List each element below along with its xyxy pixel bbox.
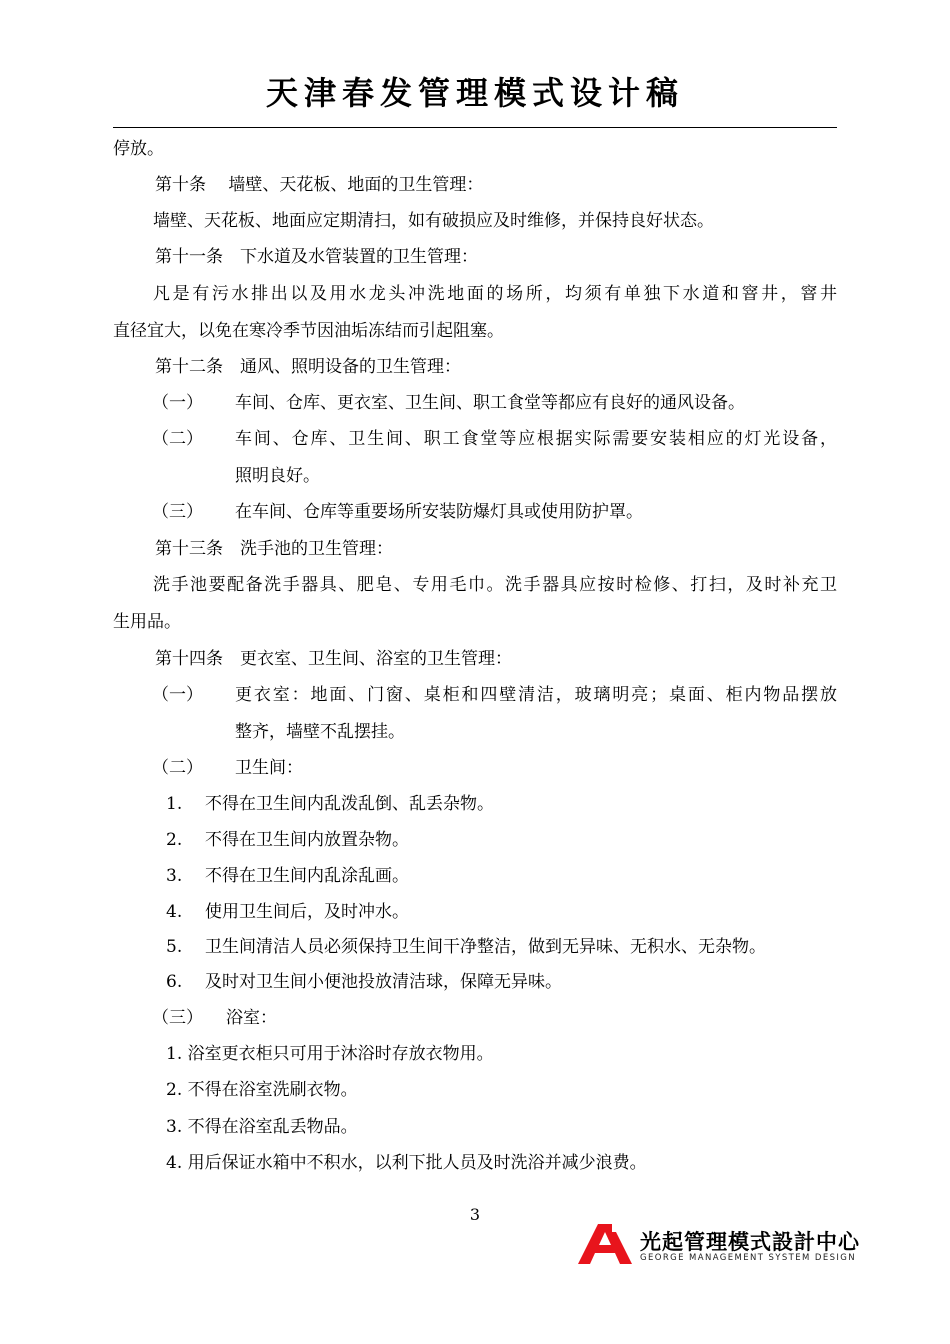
list-item: 使用卫生间后，及时冲水。 (205, 902, 409, 922)
list-number: 3. (166, 866, 183, 886)
item-marker: （一） (152, 393, 203, 413)
article-heading-14: 第十四条 更衣室、卫生间、浴室的卫生管理： (155, 649, 512, 669)
article-heading-11: 第十一条 下水道及水管装置的卫生管理： (155, 247, 478, 267)
list-number: 1. (166, 794, 183, 814)
page-number: 3 (469, 1205, 481, 1224)
article-heading-10: 第十条 墙壁、天花板、地面的卫生管理： (155, 175, 484, 195)
item-text: 在车间、仓库等重要场所安装防爆灯具或使用防护罩。 (235, 502, 643, 522)
item-text: 车间、仓库、更衣室、卫生间、职工食堂等都应有良好的通风设备。 (235, 393, 745, 413)
company-logo (576, 1222, 860, 1266)
article-heading-13: 第十三条 洗手池的卫生管理： (155, 539, 393, 559)
list-number: 5. (166, 937, 183, 957)
paragraph-line: 生用品。 (113, 612, 181, 632)
paragraph-line: 洗手池要配备洗手器具、肥皂、专用毛巾。洗手器具应按时检修、打扫，及时补充卫 (153, 575, 837, 595)
paragraph-line: 停放。 (113, 139, 164, 159)
header-rule (113, 127, 837, 128)
item-text: 浴室： (226, 1008, 277, 1028)
paragraph-line: 直径宜大，以免在寒冷季节因油垢冻结而引起阻塞。 (113, 321, 504, 341)
list-item: 不得在卫生间内乱涂乱画。 (205, 866, 409, 886)
list-number: 2. (166, 830, 183, 850)
item-marker: （二） (152, 429, 203, 449)
list-item: 4. 用后保证水箱中不积水，以利下批人员及时洗浴并减少浪费。 (166, 1153, 647, 1173)
logo-a-icon (576, 1222, 634, 1266)
list-item: 3. 不得在浴室乱丢物品。 (166, 1117, 358, 1137)
list-item: 2. 不得在浴室洗刷衣物。 (166, 1080, 358, 1100)
item-text: 卫生间： (235, 758, 303, 778)
list-item: 不得在卫生间内放置杂物。 (205, 830, 409, 850)
list-item: 卫生间清洁人员必须保持卫生间干净整洁，做到无异味、无积水、无杂物。 (205, 937, 766, 957)
paragraph-line: 凡是有污水排出以及用水龙头冲洗地面的场所，均须有单独下水道和窨井，窨井 (153, 284, 837, 304)
item-marker: （二） (152, 758, 203, 778)
list-item: 及时对卫生间小便池投放清洁球，保障无异味。 (205, 972, 562, 992)
list-number: 4. (166, 902, 183, 922)
item-marker: （一） (152, 685, 203, 705)
list-item: 1. 浴室更衣柜只可用于沐浴时存放衣物用。 (166, 1044, 494, 1064)
logo-chinese-name: 光起管理模式設計中心 (640, 1230, 860, 1254)
item-text: 整齐，墙壁不乱摆挂。 (235, 722, 405, 742)
article-heading-12: 第十二条 通风、照明设备的卫生管理： (155, 357, 461, 377)
item-text: 更衣室：地面、门窗、桌柜和四壁清洁，玻璃明亮；桌面、柜内物品摆放 (235, 685, 837, 705)
item-text: 照明良好。 (235, 466, 320, 486)
item-marker: （三） (152, 502, 203, 522)
paragraph-line: 墙壁、天花板、地面应定期清扫，如有破损应及时维修，并保持良好状态。 (153, 211, 714, 231)
page-title: 天津春发管理模式设计稿 (265, 74, 684, 112)
logo-english-name: GEORGE MANAGEMENT SYSTEM DESIGN (640, 1253, 857, 1263)
item-text: 车间、仓库、卫生间、职工食堂等应根据实际需要安装相应的灯光设备， (235, 429, 837, 449)
list-item: 不得在卫生间内乱泼乱倒、乱丢杂物。 (205, 794, 494, 814)
item-marker: （三） (152, 1008, 203, 1028)
list-number: 6. (166, 972, 183, 992)
